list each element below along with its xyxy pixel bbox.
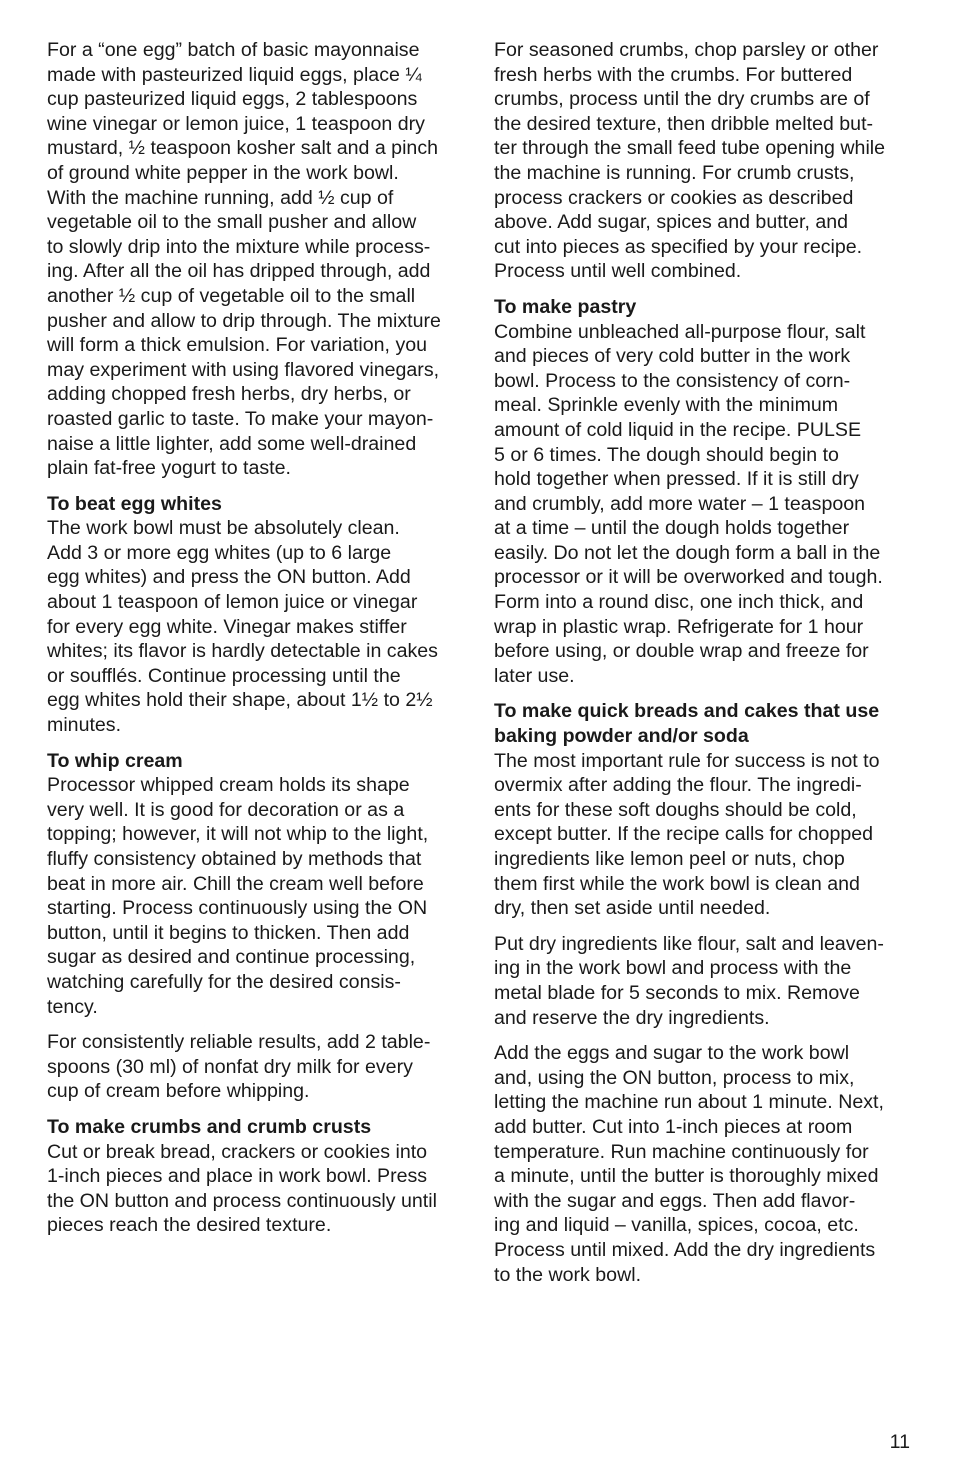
pastry-section bbox=[494, 295, 914, 689]
crumbs-section bbox=[47, 1115, 467, 1238]
egg-whites-heading: To beat egg whites bbox=[47, 492, 222, 515]
crumbs-continued-paragraph: For seasoned crumbs, chop parsley or other fresh herbs with the crumbs. For buttered crumbs, process until the dry crumbs are of the desired texture, then dribble melted but- ter through the small feed tube opening while the machine is running. For crumb crusts, process crackers or cookies as described above. Add sugar, spices and butter, and cut into pieces as specified by your recipe. Process until well combined. bbox=[494, 39, 886, 283]
right-column bbox=[494, 38, 914, 1298]
whip-cream-heading: To whip cream bbox=[47, 749, 183, 772]
crumbs-body: Cut or break bread, crackers or cookies into 1-inch pieces and place in work bowl. Press the ON button and process continuously until pieces reach the desired texture. bbox=[47, 1140, 437, 1237]
whip-cream-note: For consistently reliable results, add 2 table- spoons (30 ml) of nonfat dry milk for every cup of cream before whipping. bbox=[47, 1031, 431, 1103]
egg-whites-section bbox=[47, 492, 467, 738]
pastry-body: Combine unbleached all-purpose flour, salt and pieces of very cold butter in the work bowl. Process to the consistency of corn- meal. Sprinkle evenly with the minimum amount of cold liquid in the recipe. PULSE 5 or 6 times. The dough should begin to hold together when pressed. If it is still dry and crumbly, add more water – 1 teaspoon at a time – until the dough holds together easily. Do not let the dough form a ball in the processor or it will be overworked and tough. Form into a round disc, one inch thick, and wrap in plastic wrap. Refrigerate for 1 hour before using, or double wrap and freeze for later use. bbox=[494, 320, 883, 687]
crumbs-heading: To make crumbs and crumb crusts bbox=[47, 1115, 372, 1138]
quick-breads-dry-ingredients-paragraph: Put dry ingredients like flour, salt and leaven- ing in the work bowl and process with the metal blade for 5 seconds to mix. Remove and reserve the dry ingredients. bbox=[494, 932, 884, 1029]
pastry-heading: To make pastry bbox=[494, 295, 637, 318]
page-number: 11 bbox=[889, 1431, 910, 1453]
mayonnaise-paragraph: For a “one egg” batch of basic mayonnaise made with pasteurized liquid eggs, place ¼ cup pasteurized liquid eggs, 2 tablespoons wine vinegar or lemon juice, 1 teaspoon dry mustard, ½ teaspoon kosher salt and a pinch of ground white pepper in the work bowl. With the machine running, add ½ cup of vegetable oil to the small pusher and allow to slowly drip into the mixture while process- ing. After all the oil has dripped through, add another ½ cup of vegetable oil to the small pusher and allow to drip through. The mixture will form a thick emulsion. For variation, you may experiment with using flavored vinegars, adding chopped fresh herbs, dry herbs, or roasted garlic to taste. To make your mayon- naise a little lighter, add some well-drained plain fat-free yogurt to taste. bbox=[47, 39, 441, 480]
whip-cream-body: Processor whipped cream holds its shape very well. It is good for decoration or as a topping; however, it will not whip to the light, fluffy consistency obtained by methods that beat in more air. Chill the cream well before starting. Process continuously using the ON button, until it begins to thicken. Then add sugar as desired and continue processing, watching carefully for the desired consis- tency. bbox=[47, 774, 429, 1018]
quick-breads-body: The most important rule for success is not to overmix after adding the flour. The ingredi- ents for these soft doughs should be cold, except butter. If the recipe calls for chopped ingredients like lemon peel or nuts, chop them first while the work bowl is clean and dry, then set aside until needed. bbox=[494, 749, 880, 920]
egg-whites-body: The work bowl must be absolutely clean. Add 3 or more egg whites (up to 6 large egg whites) and press the ON button. Add about 1 teaspoon of lemon juice or vinegar for every egg white. Vinegar makes stiffer whites; its flavor is hardly detectable in cakes or soufflés. Continue processing until the egg whites hold their shape, about 1½ to 2½ minutes. bbox=[47, 517, 438, 737]
left-column bbox=[47, 38, 467, 1249]
whip-cream-section bbox=[47, 749, 467, 1020]
quick-breads-mixing-paragraph: Add the eggs and sugar to the work bowl and, using the ON button, process to mix, letting the machine run about 1 minute. Next, add butter. Cut into 1-inch pieces at room temperature. Run machine continuously for a minute, until the butter is thoroughly mixed with the sugar and eggs. Then add flavor- ing and liquid – vanilla, spices, cocoa, etc. Process until mixed. Add the dry ingredients to the work bowl. bbox=[494, 1042, 884, 1286]
quick-breads-section bbox=[494, 699, 914, 920]
quick-breads-heading: To make quick breads and cakes that use baking powder and/or soda bbox=[494, 700, 880, 748]
